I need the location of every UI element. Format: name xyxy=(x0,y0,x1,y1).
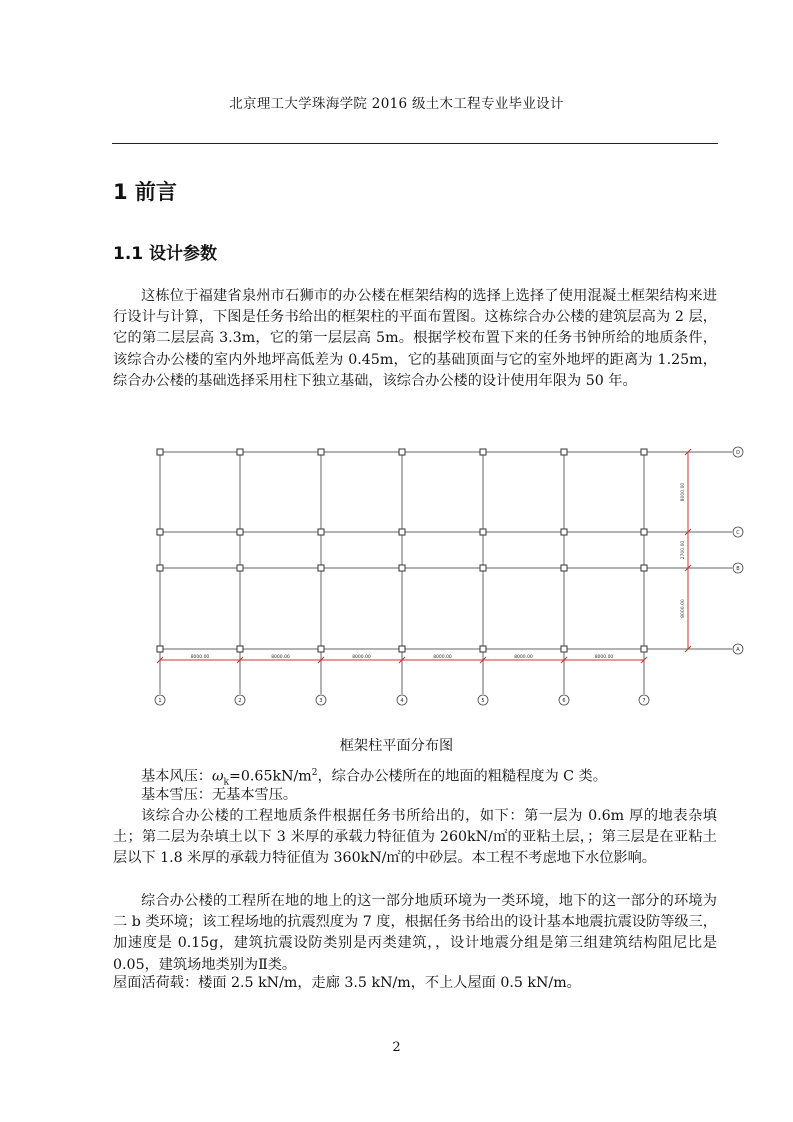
column-marker xyxy=(480,565,486,571)
bay-dimension-y: 8000.00 xyxy=(681,482,686,502)
bay-dimension-x: 8000.00 xyxy=(433,655,452,660)
column-marker xyxy=(480,529,486,535)
column-marker xyxy=(237,449,243,455)
geology-paragraph: 该综合办公楼的工程地质条件根据任务书所给出的，如下：第一层为 0.6m 厚的地表杂填土；第二层为杂填土以下 3 米厚的承载力特征值为 260kN/㎡的亚粘土层，；第三层是在亚粘土层以下 1.8 米厚的承载力特征值为 360kN/㎡的中砂层。本工程不考虑地下水位影响。 xyxy=(113,808,717,867)
column-marker xyxy=(641,529,647,535)
section-heading: 1.1 设计参数 xyxy=(113,244,218,264)
dimension-lines xyxy=(157,449,691,663)
column-marker xyxy=(561,646,567,652)
axis-bubbles xyxy=(155,447,743,705)
column-marker xyxy=(318,646,324,652)
seismic-paragraph: 综合办公楼的工程所在地的地上的这一部分地质环境为一类环境，地下的这一部分的环境为二 b 类环境；该工程场地的抗震烈度为 7 度，根据任务书给出的设计基本地震抗震设防等级三，加速度是 0.15g，建筑抗震设防类别是丙类建筑，，设计地震分组是第三组建筑结构阻尼比是 0.05，建筑场地类别为Ⅱ类。 xyxy=(113,893,717,973)
column-marker xyxy=(399,529,405,535)
header-rule xyxy=(112,143,718,144)
column-marker xyxy=(399,565,405,571)
axis-label-bottom: 3 xyxy=(319,698,323,704)
column-marker xyxy=(237,529,243,535)
bay-dimension-x: 8000.00 xyxy=(271,655,290,660)
axis-label-right: A xyxy=(736,647,740,653)
axis-label-bottom: 6 xyxy=(562,698,566,704)
axis-label-bottom: 2 xyxy=(238,698,242,704)
column-marker xyxy=(318,529,324,535)
wind-value: =0.65kN/m xyxy=(229,768,312,785)
column-marker xyxy=(561,449,567,455)
axis-label-right: B xyxy=(736,566,740,572)
wind-superscript: 2 xyxy=(311,768,318,778)
page-header: 北京理工大学珠海学院 2016 级土木工程专业毕业设计 xyxy=(229,96,564,112)
live-load-line: 屋面活荷载：楼面 2.5 kN/m，走廊 3.5 kN/m，不上人屋面 0.5 kN/m。 xyxy=(113,975,581,991)
bay-dimension-y: 2700.00 xyxy=(681,540,686,560)
wind-suffix: ，综合办公楼所在的地面的粗糙程度为 C 类。 xyxy=(317,768,607,785)
bay-dimension-x: 8000.00 xyxy=(514,655,533,660)
column-marker xyxy=(480,646,486,652)
intro-paragraph: 这栋位于福建省泉州市石狮市的办公楼在框架结构的选择上选择了使用混凝土框架结构来进行设计与计算，下图是任务书给出的框架柱的平面布置图。这栋综合办公楼的建筑层高为 2 层，它的第二层层高 3.3m，它的第一层层高 5m。根据学校布置下来的任务书钟所给的地质条件，该综合办公楼的室内外地坪高低差为 0.45m，它的基础顶面与它的室外地坪的距离为 1.25m，综合办公楼的基础选择采用柱下独立基础，该综合办公楼的设计使用年限为 50 年。 xyxy=(113,288,717,389)
column-marker xyxy=(399,449,405,455)
column-marker xyxy=(641,449,647,455)
page-number: 2 xyxy=(392,1040,401,1055)
column-marker xyxy=(561,529,567,535)
snow-pressure-line: 基本雪压：无基本雪压。 xyxy=(141,787,298,803)
wind-prefix: 基本风压： xyxy=(141,768,212,785)
column-marker xyxy=(561,565,567,571)
bay-dimension-x: 8000.00 xyxy=(594,655,614,660)
column-marker xyxy=(318,449,324,455)
column-marker xyxy=(157,565,163,571)
bay-dimension-x: 8000.00 xyxy=(190,655,210,660)
bay-dimension-x: 8000.00 xyxy=(352,655,371,660)
wind-symbol: ω xyxy=(211,768,224,785)
column-marker xyxy=(237,646,243,652)
axis-label-bottom: 7 xyxy=(642,698,646,704)
column-marker xyxy=(318,565,324,571)
column-marker xyxy=(641,646,647,652)
column-marker xyxy=(157,529,163,535)
axis-label-bottom: 1 xyxy=(158,698,162,704)
chapter-heading: 1 前言 xyxy=(113,180,177,204)
column-marker xyxy=(157,646,163,652)
figure-caption: 框架柱平面分布图 xyxy=(339,738,454,754)
axis-label-right: C xyxy=(736,530,740,536)
column-marker xyxy=(157,449,163,455)
bay-dimension-y: 8000.00 xyxy=(681,599,686,618)
column-marker xyxy=(641,565,647,571)
column-marker xyxy=(480,449,486,455)
column-marker xyxy=(237,565,243,571)
axis-label-bottom: 5 xyxy=(481,698,485,704)
frame-column-plan-figure xyxy=(140,440,750,720)
wind-subscript: k xyxy=(223,777,229,788)
axis-label-bottom: 4 xyxy=(400,698,404,704)
axis-label-right: D xyxy=(736,450,740,456)
column-marker xyxy=(399,646,405,652)
